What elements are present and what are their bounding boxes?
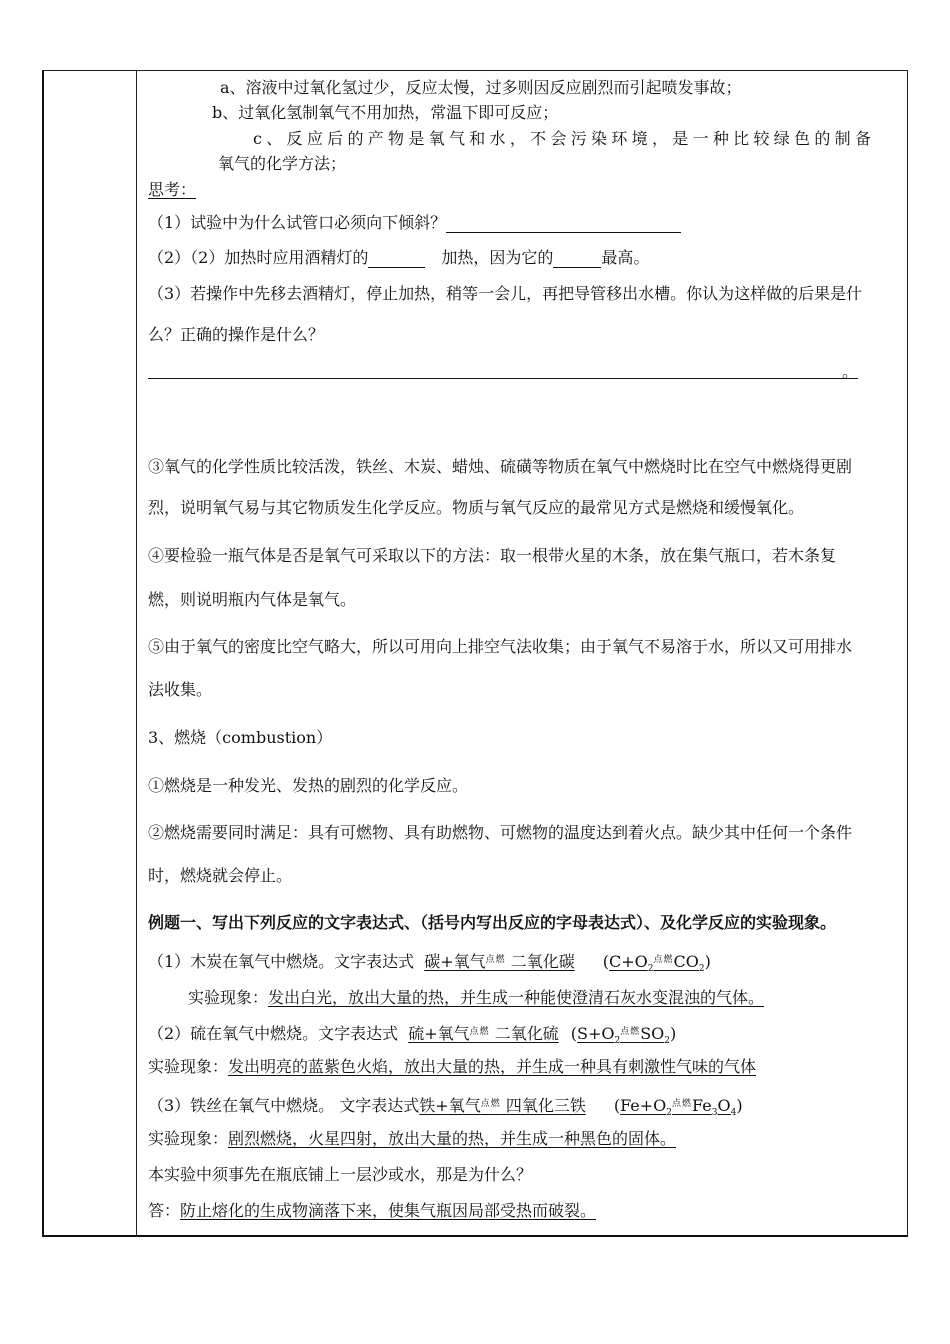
point-3-line1: ③氧气的化学性质比较活泼，铁丝、木炭、蜡烛、硫磺等物质在氧气中燃烧时比在空气中燃烧得更剧	[148, 457, 853, 476]
intro-b: b、过氧化氢制氧气不用加热，常温下即可反应；	[212, 103, 559, 122]
reaction-3-answer: 答：防止熔化的生成物滴落下来，使集气瓶因局部受热而破裂。	[148, 1201, 597, 1220]
think-q2-part3: 最高。	[601, 248, 650, 267]
reaction-1-formula: $C+O_2^{点燃}CO_2$	[608, 952, 705, 975]
reaction-2-expression: （2）硫在氧气中燃烧。文字表达式 硫+氧气$^{点燃}$ 二氧化硫 $(S+O_2^{点燃}SO_2)$	[148, 1024, 677, 1047]
intro-c2: 氧气的化学方法；	[218, 154, 347, 173]
answer-blank-q2b[interactable]	[553, 251, 601, 268]
point-3-line2: 烈，说明氧气易与其它物质发生化学反应。物质与氧气反应的最常见方式是燃烧和缓慢氧化。	[148, 498, 805, 517]
point-5-line1: ⑤由于氧气的密度比空气略大，所以可用向上排空气法收集；由于氧气不易溶于水，所以又可用排水	[148, 637, 853, 656]
answer-line-end-mark: 。	[842, 362, 859, 381]
reaction-1-expression: （1）木炭在氧气中燃烧。文字表达式 碳+氧气$^{点燃}$ 二氧化碳 $(C+O_2^{点燃}CO_2)$	[148, 952, 711, 975]
answer-line-q3[interactable]	[148, 378, 858, 379]
think-q3b: 么？正确的操作是什么？	[148, 325, 325, 344]
reaction-3-expression: （3）铁丝在氧气中燃烧。 文字表达式铁+氧气$^{点燃}$ 四氧化三铁 $(Fe+O_2^{点燃}Fe_3O_4)$	[148, 1096, 743, 1119]
reaction-2-word-equation: 硫+氧气$^{点燃}$ 二氧化硫	[408, 1024, 559, 1043]
reaction-1-lead: （1）木炭在氧气中燃烧。文字表达式	[148, 952, 415, 971]
example-title: 例题一、写出下列反应的文字表达式、（括号内写出反应的字母表达式）、及化学反应的实验现象。	[148, 913, 837, 932]
intro-c1: c、反应后的产物是氧气和水，不会污染环境，是一种比较绿色的制备	[253, 129, 876, 148]
point-5-line2: 法收集。	[148, 680, 213, 699]
reaction-3-question: 本实验中须事先在瓶底铺上一层沙或水，那是为什么？	[148, 1165, 533, 1184]
point-4-line1: ④要检验一瓶气体是否是氧气可采取以下的方法：取一根带火星的木条，放在集气瓶口，若木条复	[148, 546, 837, 565]
reaction-2-formula: $S+O_2^{点燃}SO_2$	[576, 1024, 671, 1047]
think-q1-text: （1）试验中为什么试管口必须向下倾斜？	[148, 213, 447, 232]
combustion-point-2-line2: 时，燃烧就会停止。	[148, 866, 293, 885]
think-heading: 思考：	[148, 180, 197, 199]
reaction-2-phenomenon-text: 发出明亮的蓝紫色火焰，放出大量的热，并生成一种具有刺激性气味的气体	[228, 1057, 757, 1076]
intro-a: a、溶液中过氧化氢过少，反应太慢，过多则因反应剧烈而引起喷发事故；	[220, 78, 742, 97]
reaction-1-phenomenon: 实验现象：发出白光，放出大量的热，并生成一种能使澄清石灰水变混浊的气体。	[188, 988, 765, 1007]
reaction-3-formula: $Fe+O_2^{点燃}Fe_3O_4$	[620, 1096, 737, 1119]
reaction-3-phenomenon-text: 剧烈燃烧，火星四射，放出大量的热，并生成一种黑色的固体。	[228, 1129, 677, 1148]
think-q2-part1: （2）（2）加热时应用酒精灯的	[148, 248, 369, 267]
think-q3a: （3）若操作中先移去酒精灯，停止加热，稍等一会儿，再把导管移出水槽。你认为这样做的后果是什	[148, 284, 863, 303]
reaction-3-word-equation: 铁+氧气$^{点燃}$ 四氧化三铁	[419, 1096, 586, 1115]
think-q2-part2: 加热，因为它的	[441, 248, 554, 267]
reaction-3-lead: （3）铁丝在氧气中燃烧。 文字表达式	[148, 1096, 420, 1115]
combustion-point-2-line1: ②燃烧需要同时满足：具有可燃物、具有助燃物、可燃物的温度达到着火点。缺少其中任何一个条件	[148, 823, 853, 842]
answer-blank-q2a[interactable]	[368, 251, 425, 268]
reaction-2-lead: （2）硫在氧气中燃烧。文字表达式	[148, 1024, 399, 1043]
think-q2	[148, 248, 649, 268]
reaction-3-answer-text: 防止熔化的生成物滴落下来，使集气瓶因局部受热而破裂。	[180, 1201, 597, 1220]
point-4-line2: 燃，则说明瓶内气体是氧气。	[148, 590, 357, 609]
answer-blank-q1[interactable]	[446, 216, 681, 233]
think-q1	[148, 213, 681, 233]
reaction-1-word-equation: 碳+氧气$^{点燃}$ 二氧化碳	[424, 952, 575, 971]
reaction-1-phenomenon-text: 发出白光，放出大量的热，并生成一种能使澄清石灰水变混浊的气体。	[268, 988, 765, 1007]
reaction-2-phenomenon: 实验现象：发出明亮的蓝紫色火焰，放出大量的热，并生成一种具有刺激性气味的气体	[148, 1057, 757, 1076]
reaction-3-phenomenon: 实验现象：剧烈燃烧，火星四射，放出大量的热，并生成一种黑色的固体。	[148, 1129, 677, 1148]
combustion-point-1: ①燃烧是一种发光、发热的剧烈的化学反应。	[148, 776, 469, 795]
combustion-title: 3、燃烧（combustion）	[148, 728, 333, 747]
left-column	[42, 70, 137, 1237]
